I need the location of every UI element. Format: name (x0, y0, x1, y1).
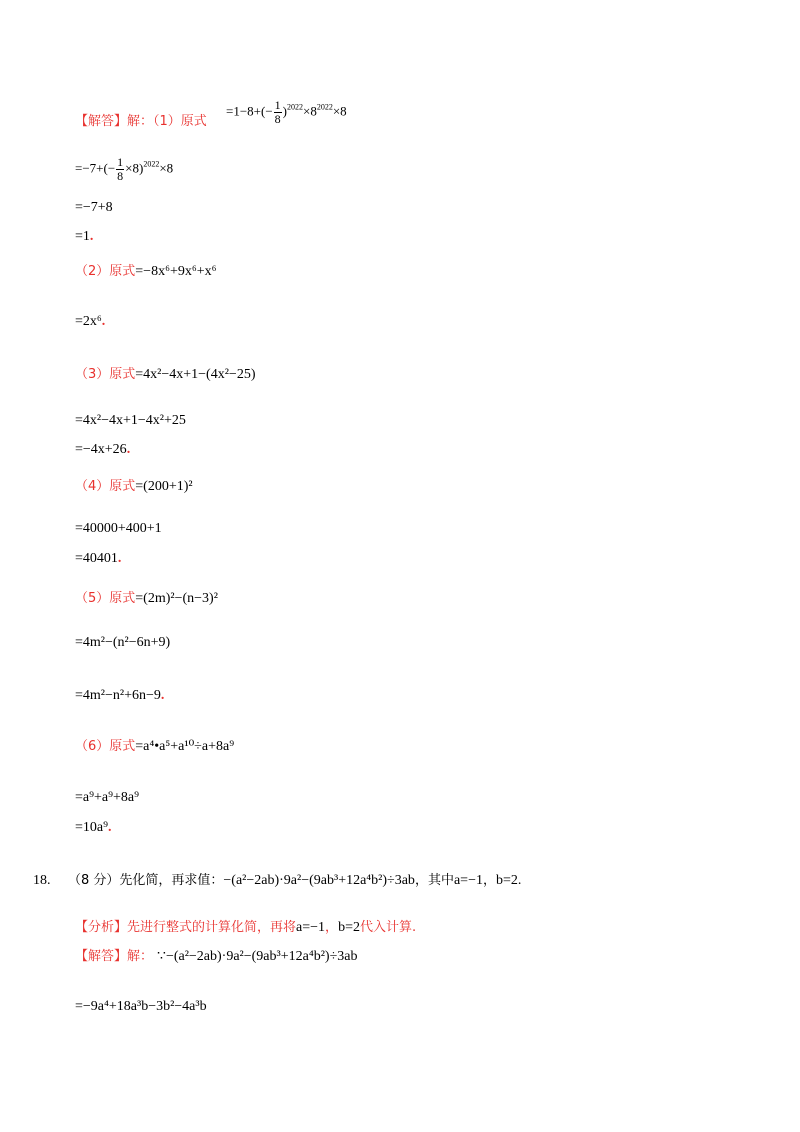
math-expression: =(2m)²−(n−3)² (135, 591, 218, 606)
fraction: $\frac{1}{8}$ (117, 155, 124, 183)
answer-tag: 【解答】 (75, 949, 128, 964)
math-expression: =a⁴•a⁵+a¹⁰÷a+8a⁹ (135, 739, 235, 754)
fraction: $\frac{1}{8}$ (274, 98, 281, 126)
math-expression: =10a⁹. (75, 820, 112, 835)
math-expression: =4m²−(n²−6n+9) (75, 635, 171, 650)
question-number: 18. (33, 873, 51, 888)
solution-part-2 (75, 262, 217, 282)
analysis-text: 先进行整式的计算化简，再将 (127, 920, 297, 935)
answer-tag: 【解答】 (75, 114, 128, 129)
question-expression: −(a²−2ab)·9a²−(9ab³+12a⁴b²)÷3ab (223, 873, 415, 888)
part-4-label: （4）原式 (75, 479, 136, 494)
analysis-line: 【分析】先进行整式的计算化简，再将a=−1，b=2代入计算. (75, 920, 417, 935)
math-expression: =40401. (75, 551, 122, 566)
math-expression: =2x⁶. (75, 314, 106, 329)
solution-18-line-1 (75, 947, 357, 967)
math-expression: =a⁹+a⁹+8a⁹ (75, 790, 139, 805)
solution-part-6 (75, 737, 234, 757)
math-expression: =40000+400+1 (75, 521, 162, 536)
math-expression: =4x²−4x+1−(4x²−25) (135, 367, 256, 382)
analysis-tag: 【分析】 (75, 920, 128, 935)
question-text: （8 分）先化简，再求值： (68, 873, 224, 888)
math-expression: =−7+(− $\frac{1}{8}$ ×8)$^{2022}$×8 (75, 155, 174, 183)
math-expression: =4m²−n²+6n−9. (75, 688, 165, 703)
solution-part-4 (75, 477, 193, 497)
part-1-label: （1）原式 (153, 114, 207, 129)
math-expression: =4x²−4x+1−4x²+25 (75, 413, 186, 428)
part-5-label: （5）原式 (75, 591, 136, 606)
math-expression: =−8x⁶+9x⁶+x⁶ (135, 264, 217, 279)
jie-label: 解： (127, 949, 154, 964)
part-6-label: （6）原式 (75, 739, 136, 754)
solution-part-5 (75, 589, 218, 609)
math-expression: =1. (75, 229, 94, 244)
part-3-label: （3）原式 (75, 367, 136, 382)
math-expression: =1−8+(− $\frac{1}{8}$ )$^{2022}\times 8^{2022}\times 8$ (226, 98, 347, 126)
part-2-label: （2）原式 (75, 264, 136, 279)
solution-line-1 (75, 112, 207, 132)
math-expression: ∵−(a²−2ab)·9a²−(9ab³+12a⁴b²)÷3ab (157, 949, 358, 964)
math-expression: =−9a⁴+18a³b−3b²−4a³b (75, 999, 207, 1014)
math-expression: =−7+8 (75, 200, 113, 215)
math-expression: =(200+1)² (135, 479, 193, 494)
math-expression: =−4x+26. (75, 442, 131, 457)
jie-label: 解： (127, 114, 154, 129)
question-18: 18. （8 分）先化简，再求值：−(a²−2ab)·9a²−(9ab³+12a⁴b²)÷3ab，其中a=−1，b=2. (33, 873, 522, 888)
solution-part-3 (75, 365, 255, 385)
